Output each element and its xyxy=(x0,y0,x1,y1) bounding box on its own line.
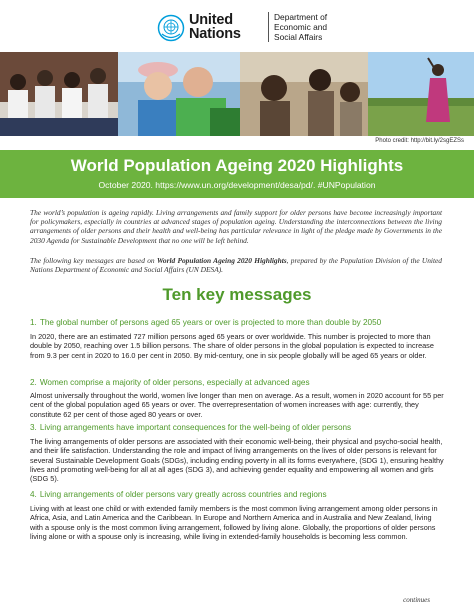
header-divider xyxy=(268,12,269,42)
message-text-2: Almost universally throughout the world, women live longer than men on average. As a result, women in 2020 account for 55 per cent of the global population aged 65 years or over. The overrepresentation of women increases with age: currently, they constitute 62 per cent of those aged 80 years or over. xyxy=(30,391,444,419)
intro-paragraph: The world’s population is ageing rapidly. Living arrangements and family support for older persons have become increasingly important for policymakers, especially in countries at advanced stages of population ageing. Understanding the interconnections between the living arrangements of older persons and their health and well-being has particular relevance in light of the pledge made by Governments in the 2030 Agenda for Sustainable Development that no one will be left behind. xyxy=(30,208,442,245)
message-text-3: The living arrangements of older persons are associated with their economic well-being, their physical and psycho-social health, and their life satisfaction. Understanding the role and impact of living arrangements on the lives of older persons is relevant for several Sustainable Development Goals (SDGs), including ending poverty in all its forms everywhere, (SDG 1), ensuring healthy lives and promoting well-being for all at all ages (SDG 3), and achieving gender equality and empowering all women and girls (SDG 5). xyxy=(30,437,444,484)
photo-older-couple xyxy=(118,52,240,136)
continues-note: continues xyxy=(403,596,430,604)
page-subtitle: October 2020. https://www.un.org/development/desa/pd/. #UNPopulation xyxy=(98,180,376,190)
intro-source-paragraph: The following key messages are based on World Population Ageing 2020 Highlights, prepared by the Population Division of the United Nations Department of Economic and Social Affairs (UN DESA). xyxy=(30,256,442,275)
page-header xyxy=(0,0,474,52)
department-name: Department of Economic and Social Affairs xyxy=(274,12,328,42)
message-text-1: In 2020, there are an estimated 727 million persons aged 65 years or over worldwide. This number is projected to more than double by 2050, reaching over 1.5 billion persons. The share of older persons in the global population is expected to increase from 9.3 per cent in 2020 to 16.0 per cent in 2050. By mid-century, one in six people globally will be aged 65 years or older. xyxy=(30,332,434,360)
un-wordmark: United Nations xyxy=(189,12,241,42)
un-emblem-icon xyxy=(157,14,185,42)
photo-children-outdoors xyxy=(240,52,368,136)
section-title: Ten key messages xyxy=(162,285,312,304)
photo-credit: Photo credit: http://bit.ly/2sgEZSs xyxy=(375,138,464,144)
photo-schoolchildren xyxy=(0,52,118,136)
message-heading-2: 2. Women comprise a majority of older persons, especially at advanced ages xyxy=(30,378,310,387)
message-heading-4: 4. Living arrangements of older persons vary greatly across countries and regions xyxy=(30,490,327,499)
photo-woman-field xyxy=(368,52,474,136)
photo-strip xyxy=(0,52,474,136)
page-title: World Population Ageing 2020 Highlights xyxy=(70,156,404,175)
message-heading-3: 3. Living arrangements have important consequences for the well-being of older persons xyxy=(30,423,352,432)
message-heading-1: 1. The global number of persons aged 65 years or over is projected to more than double by 2050 xyxy=(30,318,382,327)
title-banner xyxy=(0,150,474,198)
message-text-4: Living with at least one child or with extended family members is the most common living arrangement among older persons in Africa, Asia, and Latin America and the Caribbean. In Europe and Northern America and in Australia and New Zealand, living with a spouse only is the most common living arrangement, followed by living alone. Globally, the proportions of older persons living alone or with a spouse only is increasing, while living in extended-family households is becoming less common. xyxy=(30,504,438,541)
